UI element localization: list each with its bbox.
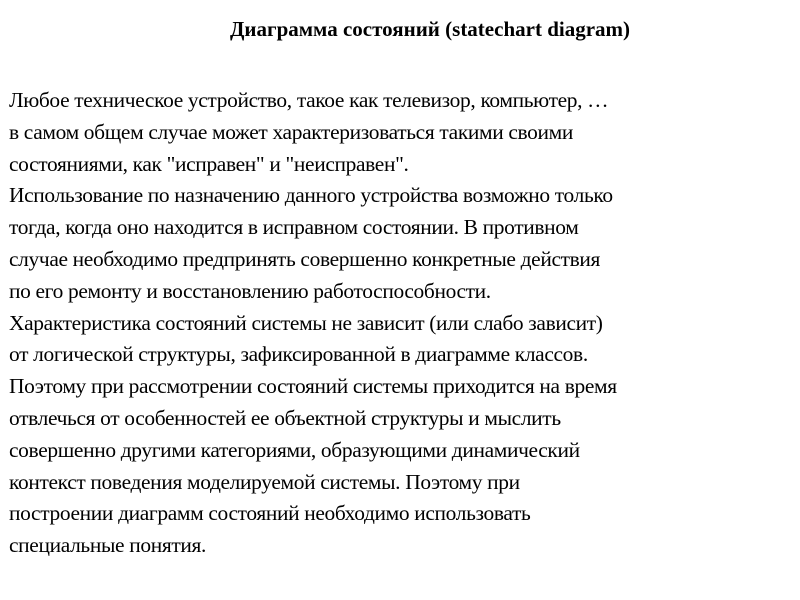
text-line: специальные понятия. [9, 533, 207, 558]
text-line: Характеристика состояний системы не зависит (или слабо зависит) [9, 310, 603, 335]
text-line: в самом общем случае может характеризоваться такими своими [9, 119, 574, 144]
text-line: построении диаграмм состояний необходимо использовать [9, 501, 531, 526]
text-line: тогда, когда оно находится в исправном состоянии. В противном [9, 215, 579, 240]
text-line: Использование по назначению данного устройства возможно только [9, 183, 613, 208]
text-line: случае необходимо предпринять совершенно конкретные действия [9, 246, 601, 271]
text-line: по его ремонту и восстановлению работоспособности. [9, 278, 491, 303]
text-line: Поэтому при рассмотрении состояний системы приходится на время [9, 374, 617, 399]
body-text [9, 85, 799, 562]
text-line: от логической структуры, зафиксированной в диаграмме классов. [9, 342, 588, 367]
text-line: контекст поведения моделируемой системы. Поэтому при [9, 469, 520, 494]
text-line: Любое техническое устройство, такое как телевизор, компьютер, … [9, 88, 609, 112]
text-line: совершенно другими категориями, образующими динамический [9, 437, 580, 462]
text-line: состояниями, как "исправен" и "неисправен". [9, 151, 409, 176]
page-title: Диаграмма состояний (statechart diagram) [229, 17, 631, 41]
text-line: отвлечься от особенностей ее объектной структуры и мыслить [9, 405, 561, 430]
